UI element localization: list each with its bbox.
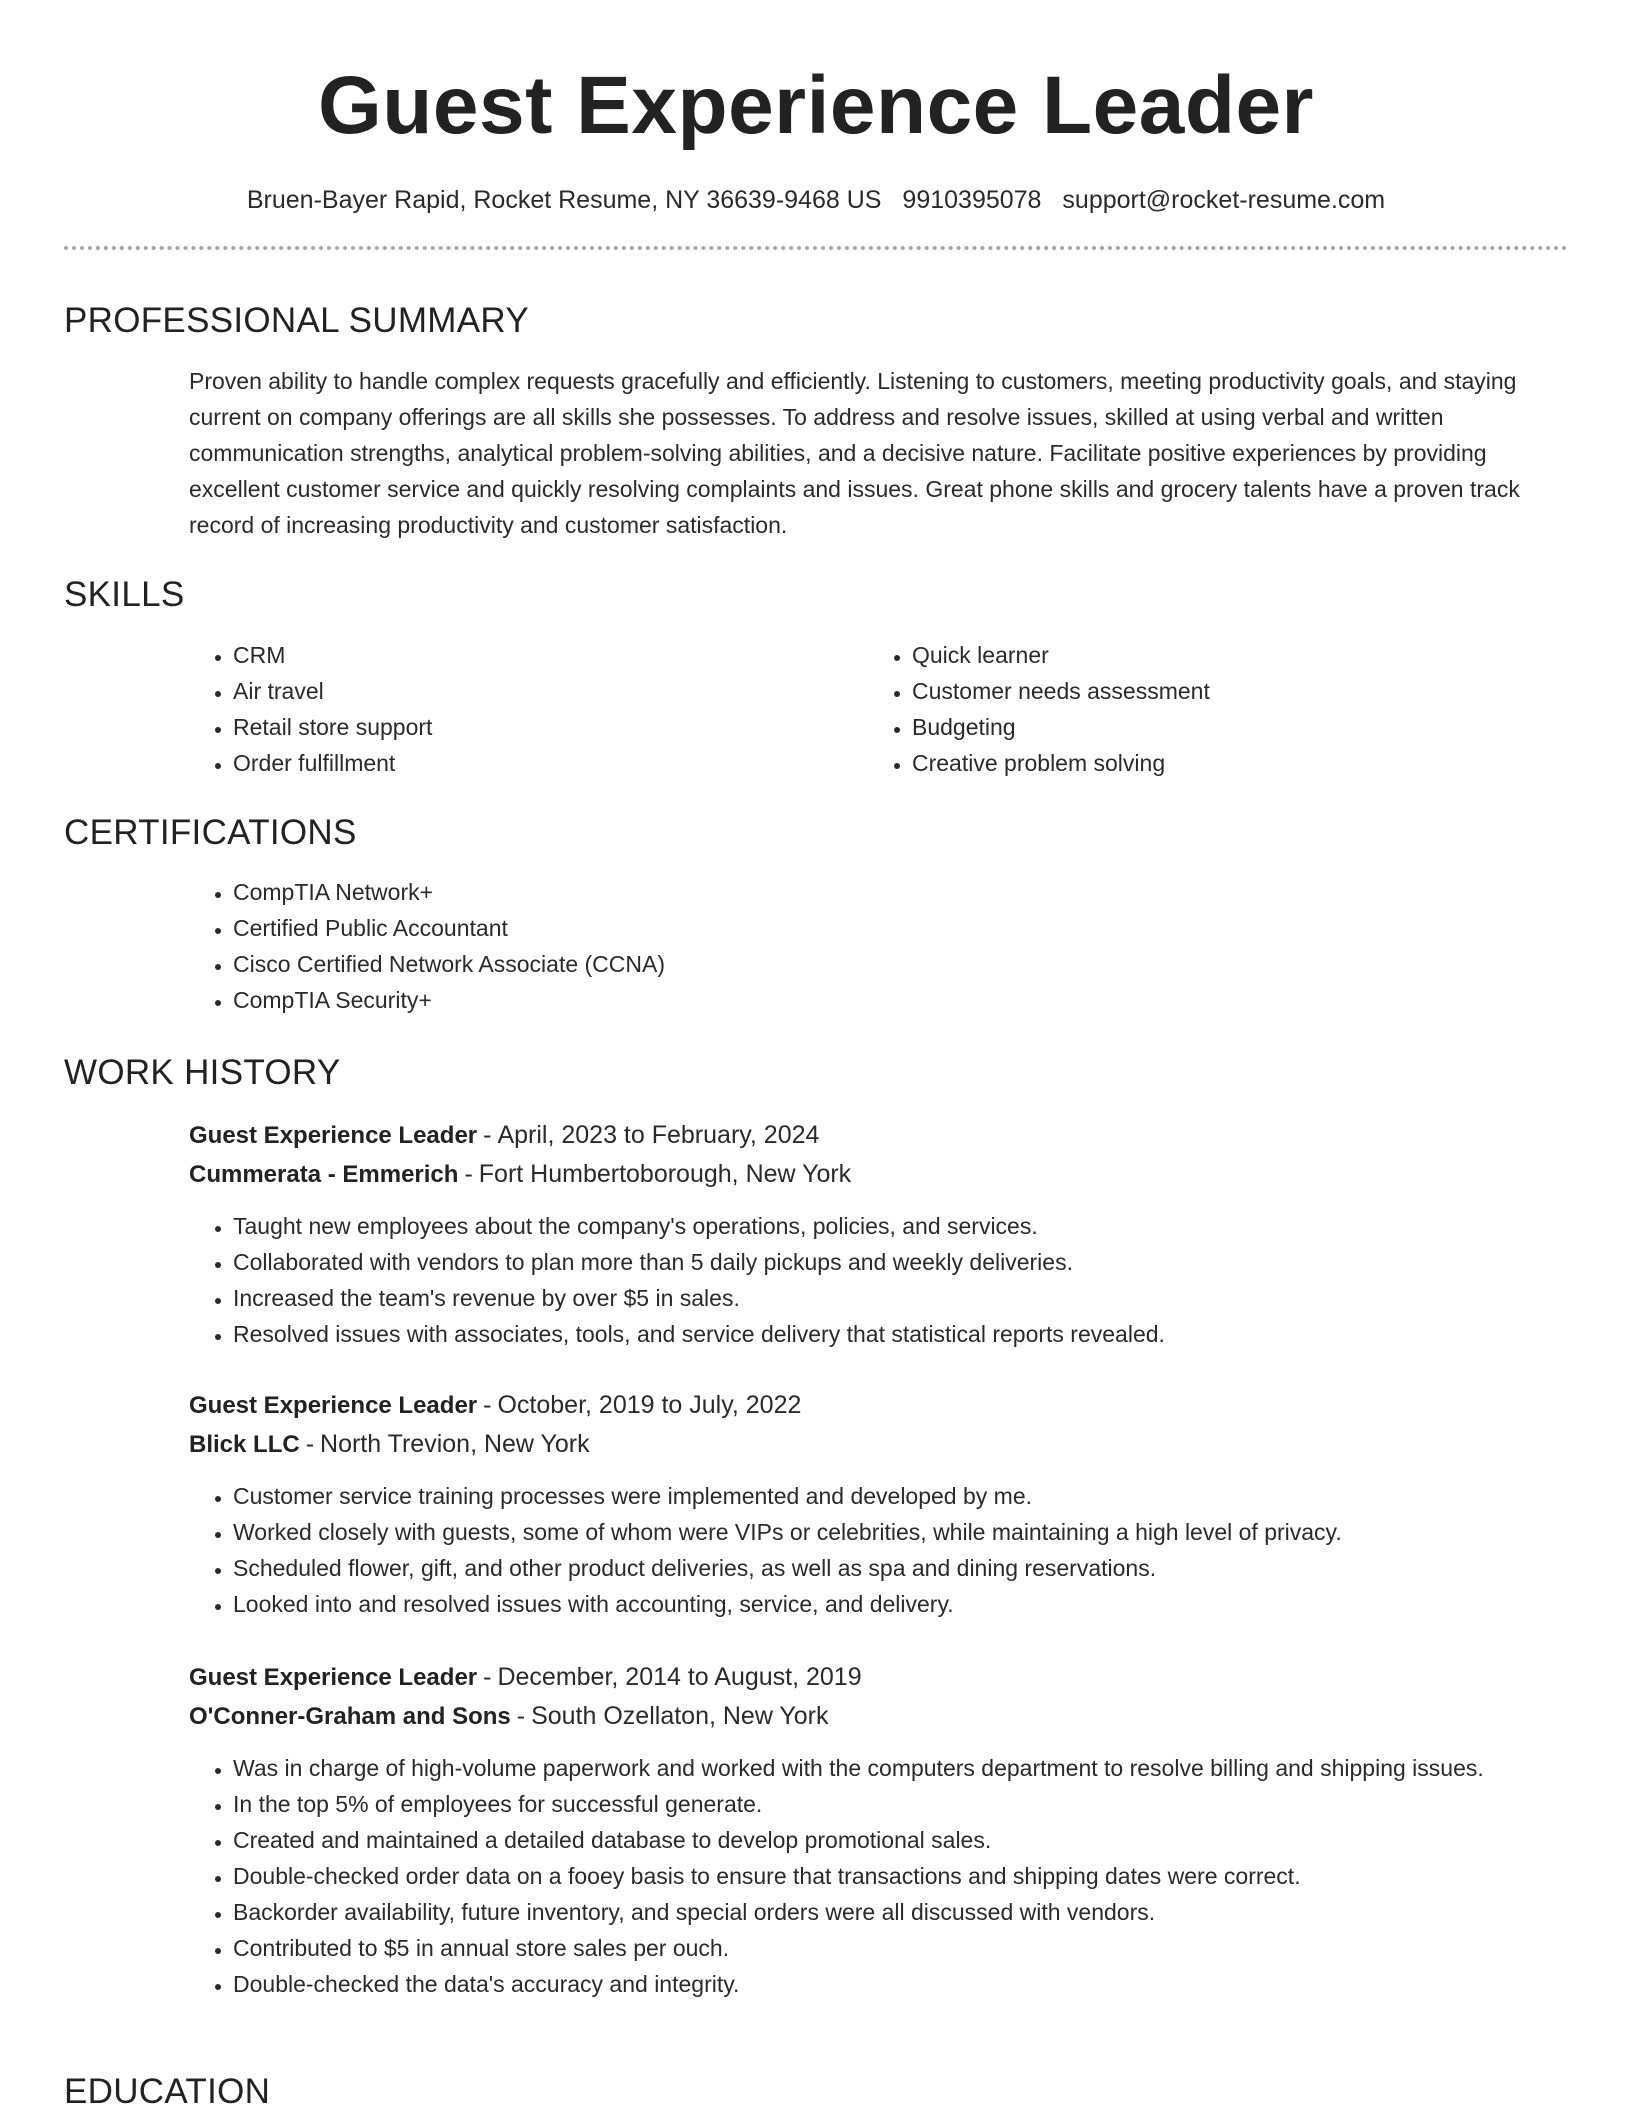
list-item: • Retail store support	[233, 709, 868, 745]
job-title-line	[189, 1386, 1568, 1425]
list-item: • Double-checked order data on a fooey basis to ensure that transactions and shipping dates were correct.	[233, 1858, 1568, 1894]
job-title-line	[189, 1116, 1568, 1155]
list-item: • CompTIA Network+	[233, 874, 1233, 910]
list-item: • Double-checked the data's accuracy and integrity.	[233, 1966, 1568, 2002]
list-item: • In the top 5% of employees for successful generate.	[233, 1786, 1568, 1822]
job-entry	[189, 1658, 1568, 2002]
separator: -	[305, 1430, 315, 1458]
job-bullets	[189, 1750, 1568, 2002]
page-title: Guest Experience Leader	[318, 60, 1314, 151]
list-item: • Backorder availability, future inventory, and special orders were all discussed with vendors.	[233, 1894, 1568, 1930]
job-location: Fort Humbertoborough, New York	[478, 1160, 852, 1188]
list-item: • Created and maintained a detailed database to develop promotional sales.	[233, 1822, 1568, 1858]
job-entry	[189, 1386, 1568, 1622]
list-item: • Worked closely with guests, some of whom were VIPs or celebrities, while maintaining a high level of privacy.	[233, 1514, 1568, 1550]
section-summary	[64, 301, 1520, 538]
job-title: Guest Experience Leader	[189, 1392, 478, 1419]
list-item: • Scheduled flower, gift, and other product deliveries, as well as spa and dining reservations.	[233, 1550, 1568, 1586]
section-work-history	[64, 1053, 1568, 1997]
email-text: support@rocket-resume.com	[1062, 186, 1386, 214]
section-title-skills: SKILLS	[64, 575, 185, 614]
phone-text: 9910395078	[902, 186, 1042, 214]
list-item: • Collaborated with vendors to plan more than 5 daily pickups and weekly deliveries.	[233, 1244, 1568, 1280]
address-text: Bruen-Bayer Rapid, Rocket Resume, NY 36639-9468 US	[246, 186, 882, 214]
section-title-work-history: WORK HISTORY	[64, 1053, 341, 1092]
job-bullets	[189, 1208, 1568, 1352]
header-divider	[64, 246, 1568, 250]
job-company: Cummerata - Emmerich	[189, 1161, 459, 1188]
separator: -	[516, 1702, 526, 1730]
skills-column-right	[868, 637, 1547, 781]
job-title-line	[189, 1658, 1568, 1697]
job-title: Guest Experience Leader	[189, 1664, 478, 1691]
list-item: • Customer service training processes were implemented and developed by me.	[233, 1478, 1568, 1514]
skills-list-right	[868, 637, 1547, 781]
list-item: • Certified Public Accountant	[233, 910, 1233, 946]
section-title-certifications: CERTIFICATIONS	[64, 813, 357, 852]
list-item: • Quick learner	[912, 637, 1547, 673]
job-dates: April, 2023 to February, 2024	[497, 1121, 820, 1149]
job-company: O'Conner-Graham and Sons	[189, 1703, 511, 1730]
list-item: • Budgeting	[912, 709, 1547, 745]
certifications-list	[189, 874, 1233, 1018]
job-company-line	[189, 1697, 1568, 1736]
section-title-education: EDUCATION	[64, 2072, 271, 2111]
list-item: • Looked into and resolved issues with accounting, service, and delivery.	[233, 1586, 1568, 1622]
list-item: • Cisco Certified Network Associate (CCNA)	[233, 946, 1233, 982]
separator: -	[464, 1160, 473, 1188]
resume-page	[64, 0, 1568, 2111]
list-item: • Order fulfillment	[233, 745, 868, 781]
job-company: Blick LLC	[189, 1431, 300, 1458]
list-item: • Creative problem solving	[912, 745, 1547, 781]
separator: -	[483, 1391, 492, 1419]
job-dates: October, 2019 to July, 2022	[497, 1391, 802, 1419]
list-item: • Customer needs assessment	[912, 673, 1547, 709]
section-skills	[64, 575, 1568, 776]
job-company-line	[189, 1425, 1568, 1464]
list-item: • CRM	[233, 637, 868, 673]
job-bullets	[189, 1478, 1568, 1622]
summary-text: Proven ability to handle complex requests gracefully and efficiently. Listening to customers, meeting productivity goals, and staying current on company offerings are all skills she possesses. To address and resolve issues, skilled at using verbal and written communication strengths, analytical problem-solving abilities, and a decisive nature. Facilitate positive experiences by providing excellent customer service and quickly resolving complaints and issues. Great phone skills and grocery talents have a proven track record of increasing productivity and customer satisfaction.	[189, 368, 1520, 538]
skills-list-left	[189, 637, 868, 781]
skills-column-left	[189, 637, 868, 781]
job-dates: December, 2014 to August, 2019	[497, 1663, 862, 1691]
section-title-summary: PROFESSIONAL SUMMARY	[64, 301, 529, 340]
list-item: • Taught new employees about the company's operations, policies, and services.	[233, 1208, 1568, 1244]
list-item: • Was in charge of high-volume paperwork and worked with the computers department to resolve billing and shipping issues.	[233, 1750, 1568, 1786]
list-item: • Contributed to $5 in annual store sales per ouch.	[233, 1930, 1568, 1966]
section-education	[64, 2072, 270, 2112]
list-item: • Air travel	[233, 673, 868, 709]
job-entry	[189, 1116, 1568, 1352]
skills-columns	[189, 637, 1547, 781]
job-location: North Trevion, New York	[320, 1430, 590, 1458]
job-location: South Ozellaton, New York	[531, 1702, 829, 1730]
list-item: • Resolved issues with associates, tools, and service delivery that statistical reports revealed.	[233, 1316, 1568, 1352]
section-certifications	[64, 813, 1568, 1013]
job-title: Guest Experience Leader	[189, 1122, 478, 1149]
contact-line	[64, 184, 1568, 216]
separator: -	[483, 1663, 492, 1691]
list-item: • CompTIA Security+	[233, 982, 1233, 1018]
job-company-line	[189, 1155, 1568, 1194]
list-item: • Increased the team's revenue by over $5 in sales.	[233, 1280, 1568, 1316]
separator: -	[483, 1121, 492, 1149]
